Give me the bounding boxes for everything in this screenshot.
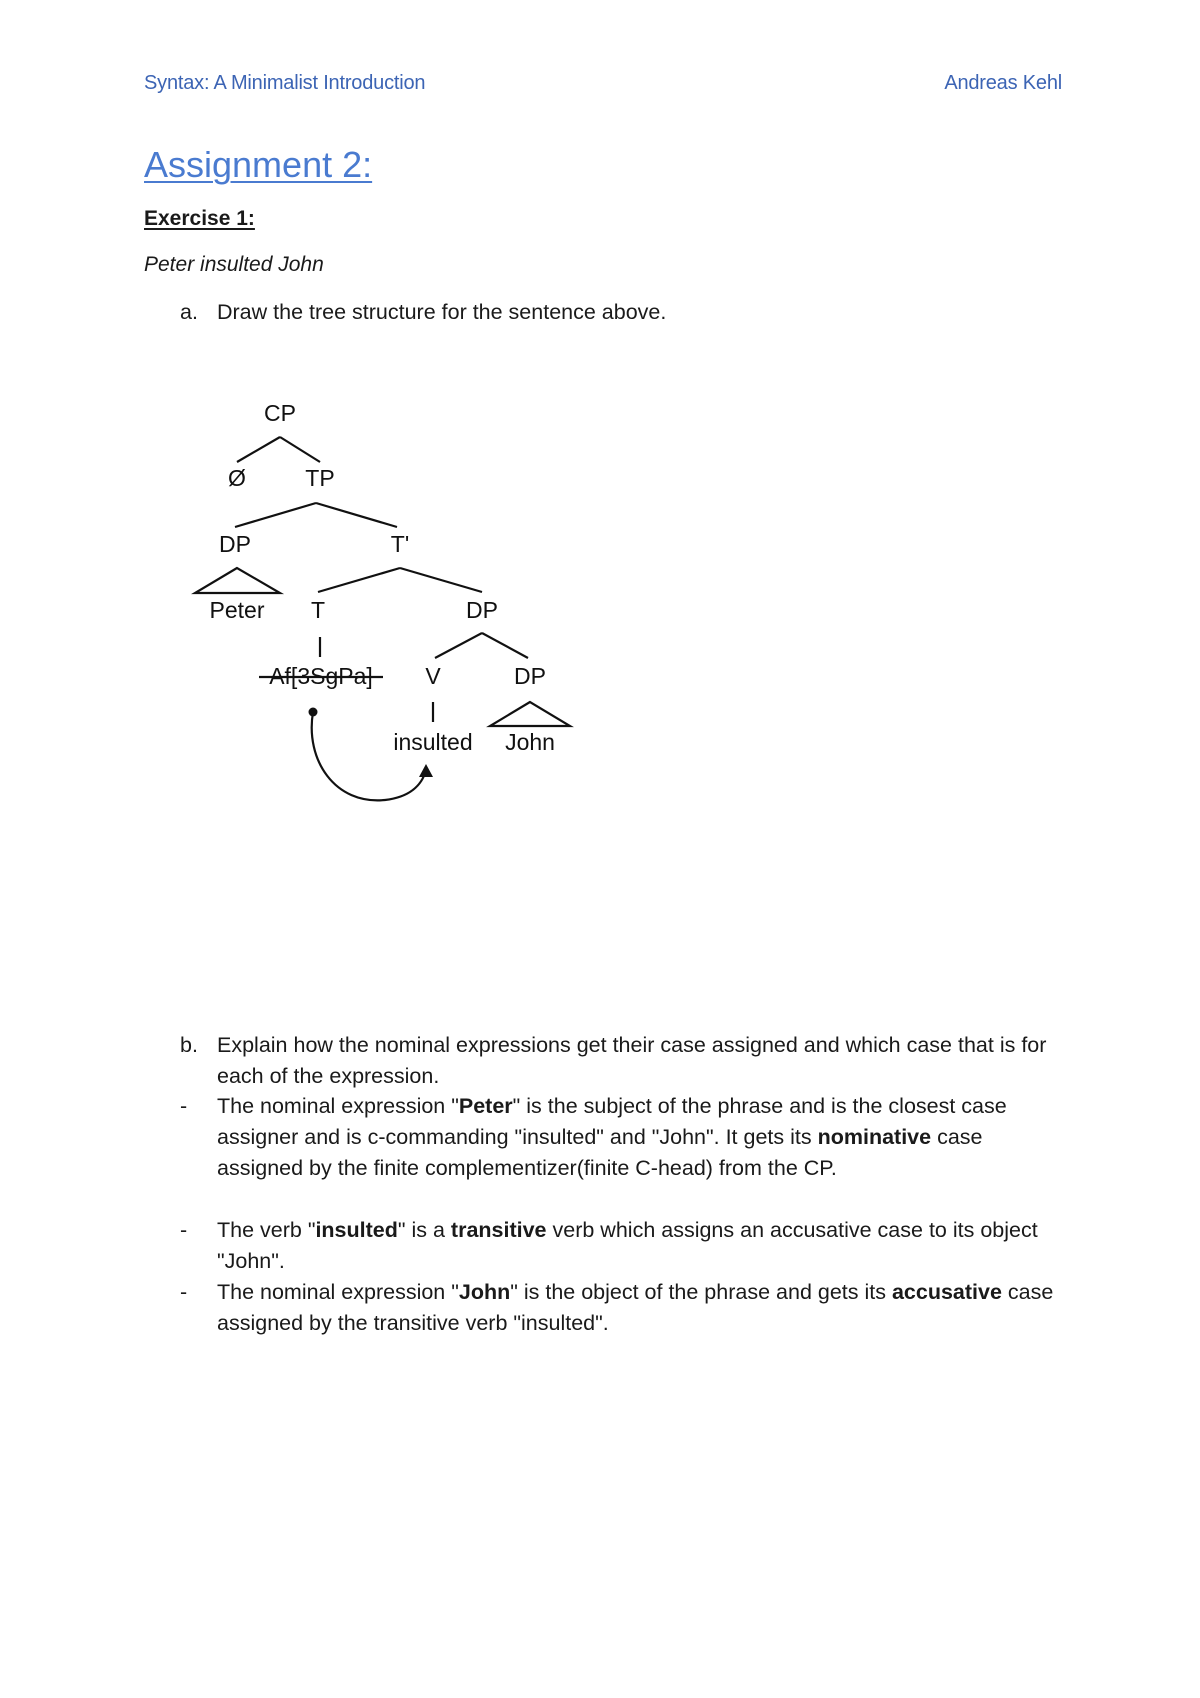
branch-cp-tp: [280, 437, 320, 462]
bullet-john: The nominal expression "John" is the object of the phrase and gets its accusative case assigned by the transitive verb "insulted".: [217, 1280, 1054, 1335]
branch-tp-tbar: [316, 503, 397, 527]
node-tp: TP: [305, 465, 335, 491]
bullet-insulted: The verb "insulted" is a transitive verb which assigns an accusative case to its object "John".: [217, 1218, 1038, 1273]
branch-tbar-dp: [400, 568, 482, 592]
node-insulted: insulted: [393, 729, 473, 755]
part-b-marker: b.: [180, 1033, 198, 1057]
node-cp: CP: [264, 400, 296, 426]
part-a-text: Draw the tree structure for the sentence above.: [217, 300, 667, 324]
example-sentence: Peter insulted John: [144, 253, 324, 276]
branch-tp-dp: [235, 503, 316, 527]
node-dp-object: DP: [514, 663, 546, 689]
arrow-origin-dot: [309, 708, 318, 717]
arrow-head: [419, 764, 433, 777]
node-john: John: [505, 729, 555, 755]
part-a-marker: a.: [180, 300, 198, 324]
bullet-marker: -: [180, 1218, 188, 1242]
node-dp-vp: DP: [466, 597, 498, 623]
branch-tbar-t: [318, 568, 400, 592]
branch-dp-dp: [482, 633, 528, 658]
header-course: Syntax: A Minimalist Introduction: [144, 72, 426, 94]
bullet-marker: -: [180, 1094, 188, 1118]
part-b-text: Explain how the nominal expressions get their case assigned and which case that is for each of the expression.: [217, 1033, 1047, 1088]
bullet-peter: The nominal expression "Peter" is the subject of the phrase and is the closest case assigner and is c-commanding "insulted" and "John". It gets its nominative case assigned by the finite complementizer(finite C-head) from the CP.: [217, 1094, 1007, 1180]
node-affix: Af[3SgPa]: [269, 663, 373, 689]
bullet-marker: -: [180, 1280, 188, 1304]
page-title: Assignment 2:: [144, 144, 373, 185]
branch-cp-null: [237, 437, 280, 462]
node-dp-subject: DP: [219, 531, 251, 557]
header-author: Andreas Kehl: [944, 72, 1062, 94]
node-t-bar: T': [390, 531, 410, 557]
triangle-peter: [195, 568, 280, 593]
exercise-heading: Exercise 1:: [144, 207, 255, 230]
movement-arrow: [312, 712, 426, 800]
node-t: T: [310, 597, 326, 623]
node-peter: Peter: [209, 597, 265, 623]
branch-dp-v: [435, 633, 482, 658]
triangle-john: [490, 702, 570, 726]
node-v: V: [425, 663, 441, 689]
node-null-c: Ø: [228, 465, 246, 491]
